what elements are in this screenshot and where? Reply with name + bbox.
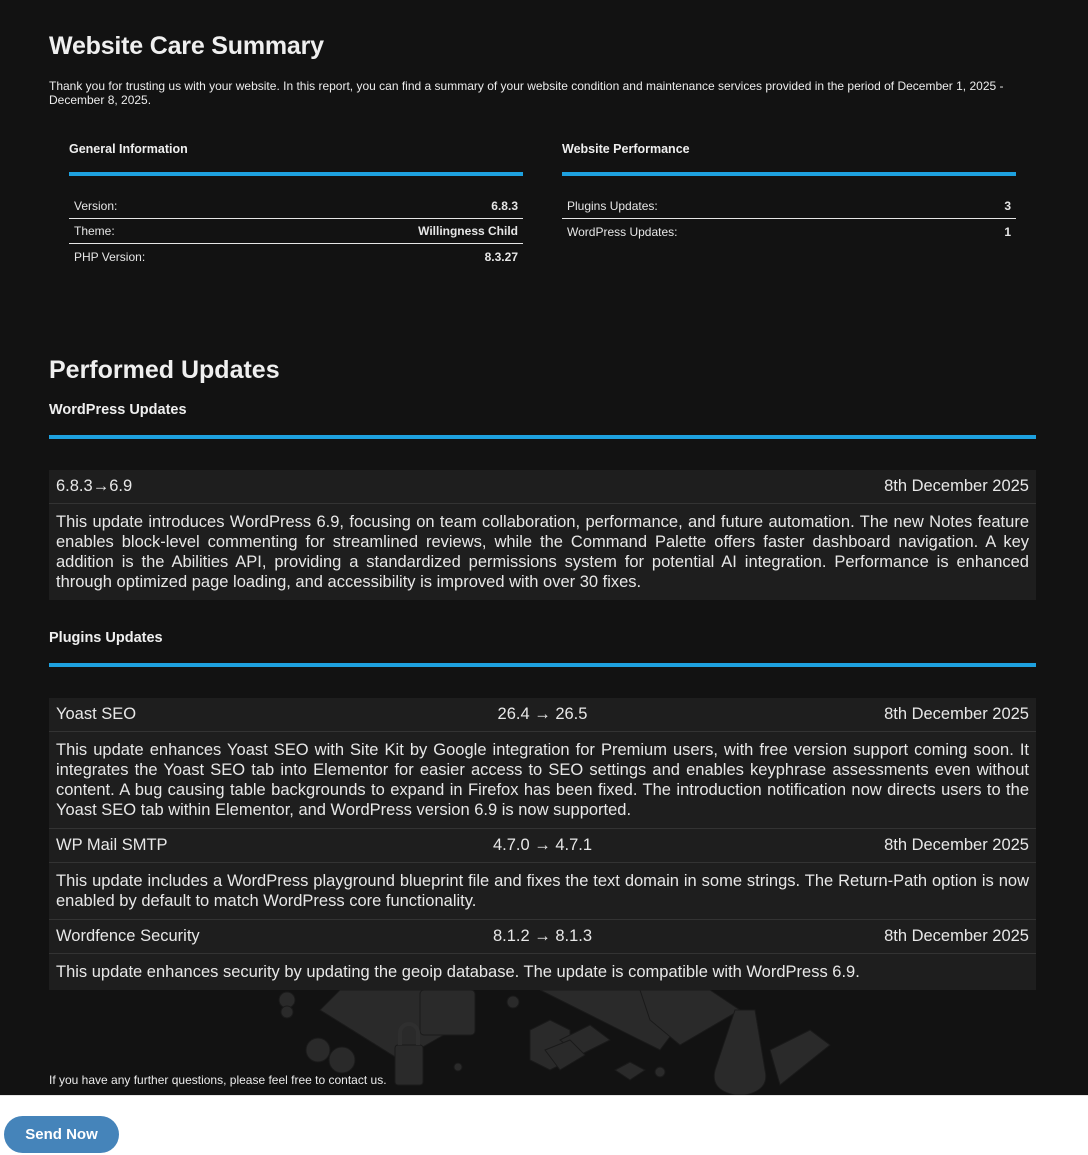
update-date: 8th December 2025 [884, 836, 1029, 854]
wordpress-updates-table [49, 470, 1036, 600]
accent-divider [49, 663, 1036, 667]
info-row-version [69, 194, 523, 219]
info-label: Theme: [74, 224, 115, 238]
info-value: 3 [1004, 199, 1011, 213]
info-row-php-version [69, 244, 523, 269]
accent-divider [562, 172, 1016, 176]
plugins-updates-title: Plugins Updates [49, 630, 163, 646]
accent-divider [69, 172, 523, 176]
plugin-name: WP Mail SMTP [56, 836, 168, 854]
plugin-version: 26.4 → 26.5 [497, 705, 588, 723]
plugins-updates-table [49, 698, 1036, 990]
update-version: 6.8.3→6.9 [56, 477, 133, 495]
website-performance-title: Website Performance [562, 142, 690, 156]
update-row-header [49, 920, 1036, 954]
update-row-header [49, 829, 1036, 863]
intro-text: Thank you for trusting us with your website. In this report, you can find a summary of your website condition and maintenance services provided in the period of December 1, 2025 - December 8, 2025. [49, 79, 1004, 107]
plugin-name: Wordfence Security [56, 927, 200, 945]
website-performance-panel [562, 142, 1016, 244]
update-date: 8th December 2025 [884, 927, 1029, 945]
info-value: 8.3.27 [484, 249, 518, 264]
accent-divider [49, 435, 1036, 439]
plugin-version: 8.1.2 → 8.1.3 [492, 927, 593, 945]
info-value: 1 [1004, 224, 1011, 239]
info-row-plugins-updates [562, 194, 1016, 219]
general-information-panel [69, 142, 523, 269]
update-row-header [49, 698, 1036, 732]
lock-icon [395, 1045, 423, 1085]
plugin-name: Yoast SEO [56, 705, 137, 723]
update-description: This update enhances security by updating the geoip database. The update is compatible with WordPress 6.9. [56, 963, 860, 981]
update-date: 8th December 2025 [884, 705, 1029, 723]
info-label: Version: [74, 199, 118, 213]
gear-icon [306, 1038, 330, 1062]
update-description: This update includes a WordPress playground blueprint file and fixes the text domain in some strings. The Return-Path option is now enabled by default to match WordPress core functionality. [49, 863, 1036, 920]
general-information-table [69, 194, 523, 269]
send-now-button[interactable]: Send Now [4, 1116, 119, 1153]
info-label: WordPress Updates: [567, 224, 678, 239]
wordpress-updates-title: WordPress Updates [49, 402, 187, 418]
website-performance-table [562, 194, 1016, 244]
closing-text: If you have any further questions, please feel free to contact us. [49, 1073, 387, 1087]
general-information-title: General Information [69, 142, 188, 156]
info-row-theme [69, 219, 523, 244]
update-description: This update enhances Yoast SEO with Site Kit by Google integration for Premium users, with free version support coming soon. It integrates the Yoast SEO tab into Elementor for easier access to SEO settings and enables keyphrase assessments even without content. A bug causing table backgrounds to expand in Firefox has been fixed. The introduction notification now directs users to the Yoast SEO tab within Elementor, and WordPress version 6.9 is now supported. [49, 732, 1036, 829]
performed-updates-title: Performed Updates [49, 356, 280, 384]
update-description: This update introduces WordPress 6.9, focusing on team collaboration, performance, and future automation. The new Notes feature enables block-level commenting for streamlined reviews, while the Command Palette offers faster dashboard navigation. A key addition is the Abilities API, providing a standardized permissions system for potential AI integration. Performance is enhanced through optimized page loading, and accessibility is improved with over 30 fixes. [56, 513, 1029, 591]
info-row-wordpress-updates [562, 219, 1016, 244]
update-row-header [49, 470, 1036, 504]
page-title: Website Care Summary [49, 32, 324, 60]
info-label: PHP Version: [74, 249, 146, 264]
info-value: 6.8.3 [491, 199, 518, 213]
divider [0, 1095, 1088, 1096]
update-date: 8th December 2025 [884, 477, 1029, 495]
info-label: Plugins Updates: [567, 199, 658, 213]
info-value: Willingness Child [418, 224, 518, 238]
plugin-version: 4.7.0 → 4.7.1 [492, 836, 593, 854]
